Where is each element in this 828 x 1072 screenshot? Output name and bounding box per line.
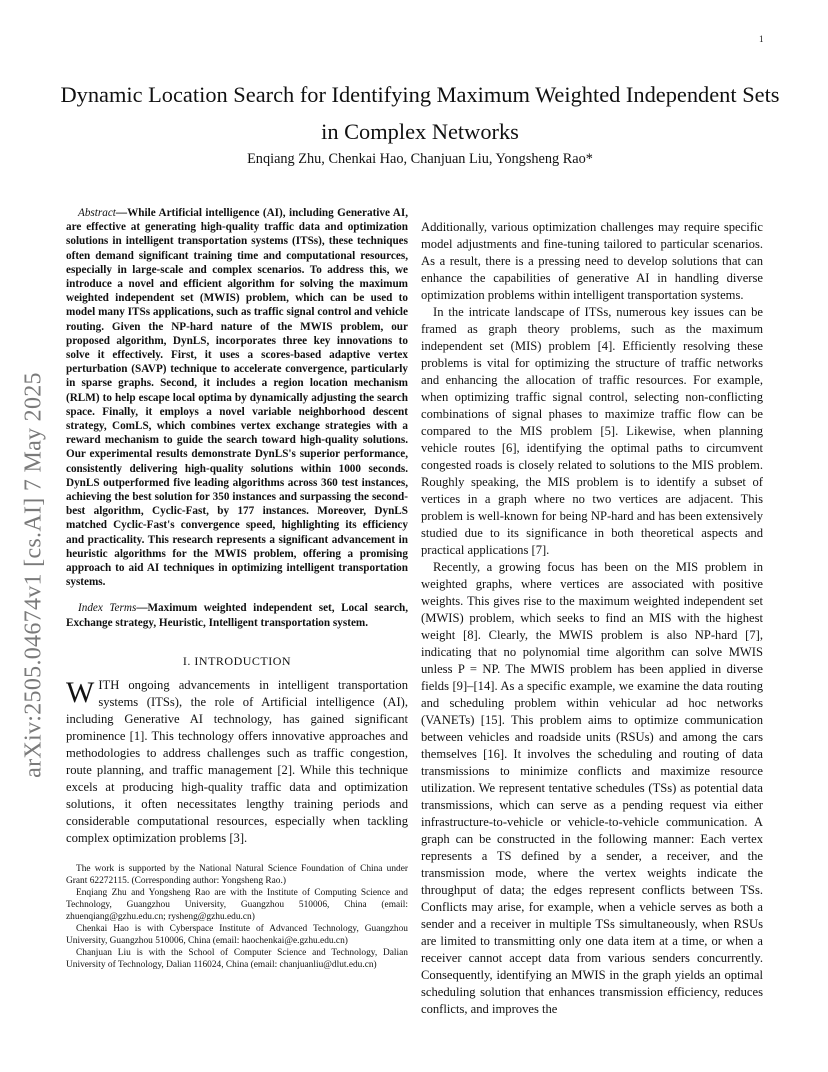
abstract-text: —While Artificial intelligence (AI), including Generative AI, are effective at generating high-quality traffic data and optimization solutions in intelligent transportation systems (ITSs), these techniques often demand significant training time and computational resources, especially in large-scale and complex scenarios. To address this, we introduce a novel and efficient algorithm for solving the maximum weighted independent set (MWIS) problem, which can be used to model many ITSs applications, such as traffic signal control and vehicle routing. Given the NP-hard nature of the MWIS problem, our proposed algorithm, DynLS, incorporates three key innovations to solve it effectively. First, it uses a scores-based adaptive vertex perturbation (SAVP) technique to accelerate convergence, particularly in sparse graphs. Second, it includes a region location mechanism (RLM) to help escape local optima by dynamically adjusting the search space. Finally, it employs a novel variable neighborhood descent strategy, ComLS, which combines vertex exchange strategies with a reward mechanism to guide the search toward high-quality solutions. Our experimental results demonstrate DynLS's superior performance, consistently delivering high-quality solutions within 1000 seconds. DynLS outperformed five leading algorithms across 360 test instances, achieving the best solution for 350 instances and surpassing the second-best algorithm, Cyclic-Fast, by 177 instances. Moreover, DynLS matched Cyclic-Fast's convergence speed, highlighting its efficiency and practicality. This research represents a significant advancement in heuristic algorithms for the MWIS problem, offering a promising approach to aid AI techniques in optimizing intelligent transportation systems.: [66, 207, 408, 589]
index-terms: [66, 601, 408, 629]
arxiv-identifier: arXiv:2505.04674v1 [cs.AI] 7 May 2025: [20, 372, 47, 778]
index-terms-label: Index Terms: [78, 602, 137, 615]
abstract-label: Abstract: [78, 207, 116, 219]
intro-paragraph: [66, 677, 408, 847]
footnote-funding: The work is supported by the National Natural Science Foundation of China under Grant 62272115. (Corresponding author: Yongsheng Rao.): [66, 863, 408, 886]
page-number: 1: [759, 34, 764, 44]
right-column: [421, 219, 763, 1018]
left-column: [66, 206, 408, 971]
body-paragraph: Recently, a growing focus has been on the MIS problem in weighted graphs, where vertices are associated with positive weights. This gives rise to the maximum weighted independent set (MWIS) problem, which seeks to find an MIS with the highest weight [8]. Clearly, the MWIS problem is also NP-hard [7], indicating that no polynomial time algorithm can solve MWIS unless P = NP. The MWIS problem has been applied in diverse fields [9]–[14]. As a specific example, we examine the data routing and scheduling problem within vehicular ad hoc networks (VANETs) [15]. This problem aims to optimize communication between vehicles and roadside units (RSUs) and among the cars themselves [16]. It involves the scheduling and routing of data transmissions to minimize conflicts and maximize resource utilization. We represent tentative schedules (TSs) as potential data transmissions, which can serve as a pending request via either infrastructure-to-vehicle or vehicle-to-vehicle communication. A graph can be constructed in the following manner: Each vertex represents a TS defined by a sender, a receiver, and the transmission mode, where the vertex weights indicate the throughput of data; the edges represent conflicts between TSs. Conflicts may arise, for example, when a vehicle serves as both a sender and a receiver in multiple TSs simultaneously, when RSUs are limited to transmitting only one data item at a time, or when a receiver cannot accept data from various senders concurrently. Consequently, identifying an MWIS in the graph yields an optimal scheduling solution that enhances transmission efficiency, reduces conflicts, and improves the: [421, 560, 763, 1016]
section-heading: I. INTRODUCTION: [182, 653, 292, 668]
footnote-affiliation-hao: Chenkai Hao is with Cyberspace Institute of Advanced Technology, Guangzhou University, Guangzhou 510006, China (email: haochenkai@e.gzhu.edu.cn): [66, 923, 408, 946]
author-list: Enqiang Zhu, Chenkai Hao, Chanjuan Liu, Yongsheng Rao*: [247, 151, 593, 167]
intro-paragraph-text: ITH ongoing advancements in intelligent transportation systems (ITSs), the role of Artificial intelligence (AI), including Generative AI technology, has gained significant prominence [1]. This technology offers innovative approaches and methodologies to address challenges such as traffic congestion, route planning, and traffic management [2]. While this technique excels at producing high-quality traffic data and optimization solutions, it often necessitates lengthy training periods and considerable computational resources, especially when tackling complex optimization problems [3].: [66, 677, 408, 845]
footnote-affiliation-liu: Chanjuan Liu is with the School of Computer Science and Technology, Dalian University of Technology, Dalian 116024, China (email: chanjuanliu@dlut.edu.cn): [66, 947, 408, 970]
body-paragraph: In the intricate landscape of ITSs, numerous key issues can be framed as graph theory problems, such as the maximum independent set (MIS) problem [4]. Efficiently resolving these problems is vital for optimizing the structure of traffic networks and enhancing the allocation of traffic resources. For example, when optimizing traffic signal control, selecting non-conflicting combinations of signal phases to maximize traffic flow can be compared to the MIS problem [5]. Likewise, when planning vehicle routes [6], identifying the optimal paths to circumvent congested roads is closely related to solutions to the MIS problem. Roughly speaking, the MIS problem is to identify a subset of vertices in a graph where no two vertices are adjacent. This problem is well-known for being NP-hard and has been extensively studied due to its significance in both theoretical aspects and practical applications [7].: [421, 305, 763, 557]
index-terms-text: —Maximum weighted independent set, Local search, Exchange strategy, Heuristic, Intelligent transportation system.: [66, 602, 408, 629]
abstract: [66, 206, 408, 589]
drop-cap: W: [66, 675, 95, 709]
paper-title: Dynamic Location Search for Identifying Maximum Weighted Independent Sets in Complex Networks: [60, 82, 780, 144]
body-paragraph: Additionally, various optimization challenges may require specific model adjustments and fine-tuning tailored to particular scenarios. As a result, there is a pressing need to develop solutions that can enhance the capabilities of generative AI in handling diverse optimization problems within intelligent transportation systems.: [421, 220, 763, 302]
footnote-affiliation-zhu-rao: Enqiang Zhu and Yongsheng Rao are with the Institute of Computing Science and Technology, Guangzhou University, Guangzhou 510006, China (email: zhuenqiang@gzhu.edu.cn; rysheng@gzhu.edu.cn): [66, 887, 408, 922]
footnotes: [66, 863, 408, 971]
